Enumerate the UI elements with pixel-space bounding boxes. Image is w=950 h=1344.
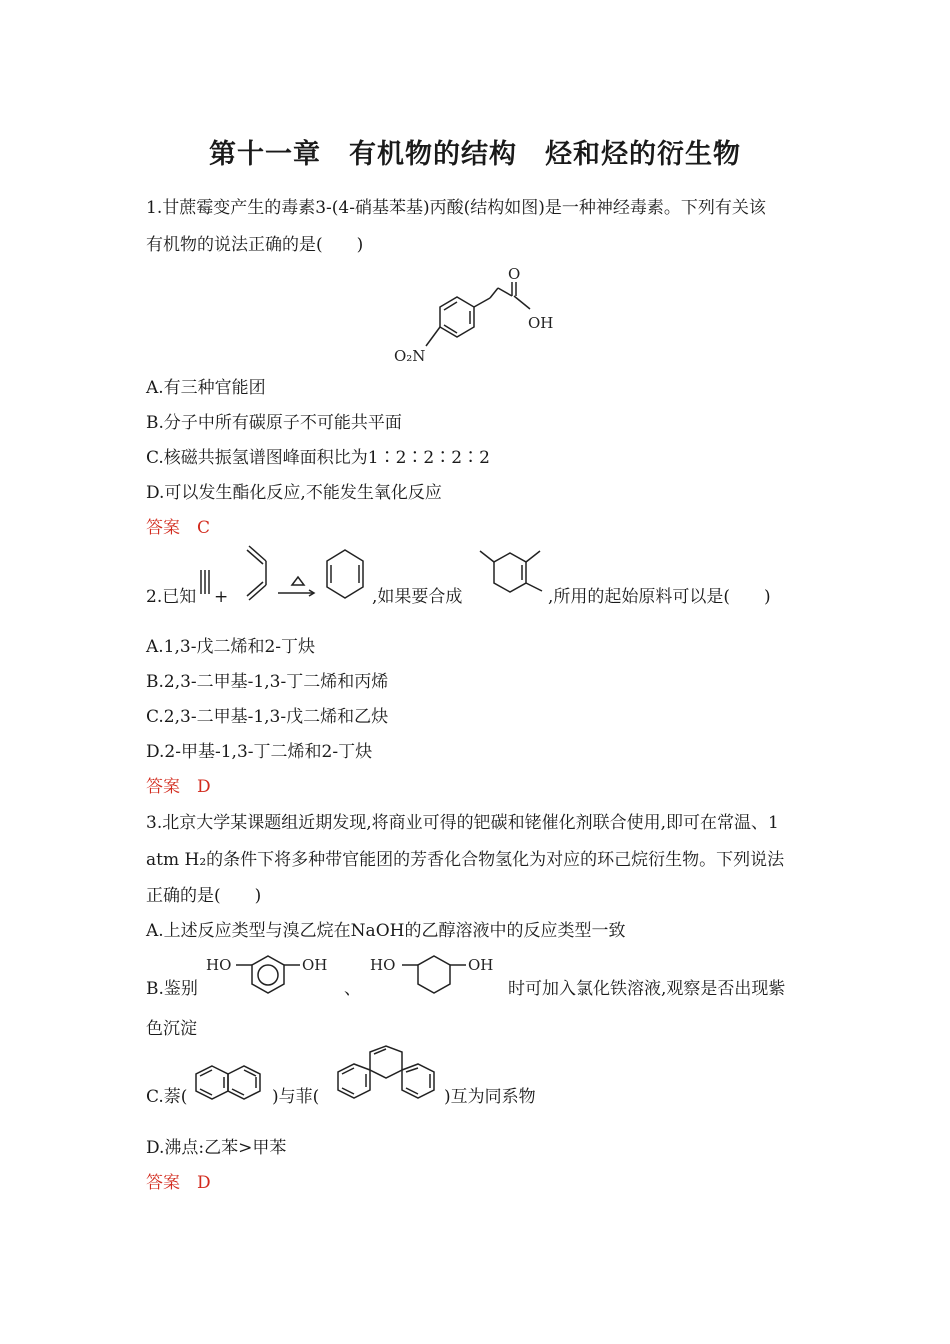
q3-answer: 答案 D <box>146 1173 211 1193</box>
q1-option-a: A.有三种官能团 <box>146 378 266 398</box>
q3-resorcinol-oh-label: OH <box>302 956 328 974</box>
q3-stem-line3: 正确的是( ) <box>146 886 262 906</box>
q2-prefix: 2.已知 <box>146 587 197 607</box>
q3-phenanthrene-structure <box>330 1044 442 1110</box>
q2-answer: 答案 D <box>146 777 211 797</box>
q2-butadiene-structure <box>244 543 274 605</box>
q3-stem-line2: atm H₂的条件下将多种带官能团的芳香化合物氢化为对应的环己烷衍生物。下列说法 <box>146 850 785 870</box>
q3-option-b-separator: 、 <box>344 979 361 999</box>
q1-nitro-label: O₂N <box>394 347 426 365</box>
q3-naphthalene-structure <box>192 1055 272 1105</box>
q2-target-molecule-structure <box>472 543 550 605</box>
q1-stem-line2: 有机物的说法正确的是( ) <box>146 235 364 255</box>
q2-option-a: A.1,3-戊二烯和2-丁炔 <box>146 637 316 657</box>
q3-option-b-line2: 色沉淀 <box>146 1019 197 1039</box>
q3-resorcinol-ho-label: HO <box>206 956 232 974</box>
q1-answer: 答案 C <box>146 518 211 538</box>
q3-option-c-middle: )与菲( <box>272 1087 320 1107</box>
q2-option-b: B.2,3-二甲基-1,3-丁二烯和丙烯 <box>146 672 389 692</box>
q2-option-c: C.2,3-二甲基-1,3-戊二烯和乙炔 <box>146 707 389 727</box>
q1-option-d: D.可以发生酯化反应,不能发生氧化反应 <box>146 483 442 503</box>
q3-cyclohexanediol-oh-label: OH <box>468 956 494 974</box>
q3-option-c-prefix: C.萘( <box>146 1087 188 1107</box>
q3-option-a: A.上述反应类型与溴乙烷在NaOH的乙醇溶液中的反应类型一致 <box>146 921 626 941</box>
q3-option-b-suffix: 时可加入氯化铁溶液,观察是否出现紫 <box>508 979 786 999</box>
q2-suffix: ,所用的起始原料可以是( ) <box>548 587 771 607</box>
q2-plus: + <box>214 587 229 607</box>
q2-alkyne-structure <box>198 568 212 598</box>
q3-cyclohexanediol-structure <box>368 948 502 1004</box>
q3-option-d: D.沸点:乙苯>甲苯 <box>146 1138 287 1158</box>
q2-cyclohexene-product <box>322 546 368 606</box>
q1-hydroxyl-label: OH <box>528 314 554 332</box>
q3-resorcinol-structure <box>204 948 338 1004</box>
q3-cyclohexanediol-ho-label: HO <box>370 956 396 974</box>
q3-option-c-suffix: )互为同系物 <box>444 1087 536 1107</box>
q2-middle-text: ,如果要合成 <box>372 587 463 607</box>
q1-option-b: B.分子中所有碳原子不可能共平面 <box>146 413 402 433</box>
page-title: 第十一章 有机物的结构 烃和烃的衍生物 <box>209 139 741 170</box>
q1-carbonyl-o-label: O <box>508 265 521 283</box>
q2-heat-arrow <box>276 573 320 599</box>
q3-option-b-prefix: B.鉴别 <box>146 979 198 999</box>
q2-option-d: D.2-甲基-1,3-丁二烯和2-丁炔 <box>146 742 373 762</box>
q3-stem-line1: 3.北京大学某课题组近期发现,将商业可得的钯碳和铑催化剂联合使用,即可在常温、1 <box>146 813 779 833</box>
q1-option-c: C.核磁共振氢谱图峰面积比为1∶2∶2∶2∶2 <box>146 448 490 468</box>
q1-stem-line1: 1.甘蔗霉变产生的毒素3-(4-硝基苯基)丙酸(结构如图)是一种神经毒素。下列有关该 <box>146 198 766 218</box>
q1-nitrophenylpropanoic-acid-structure <box>380 262 580 372</box>
